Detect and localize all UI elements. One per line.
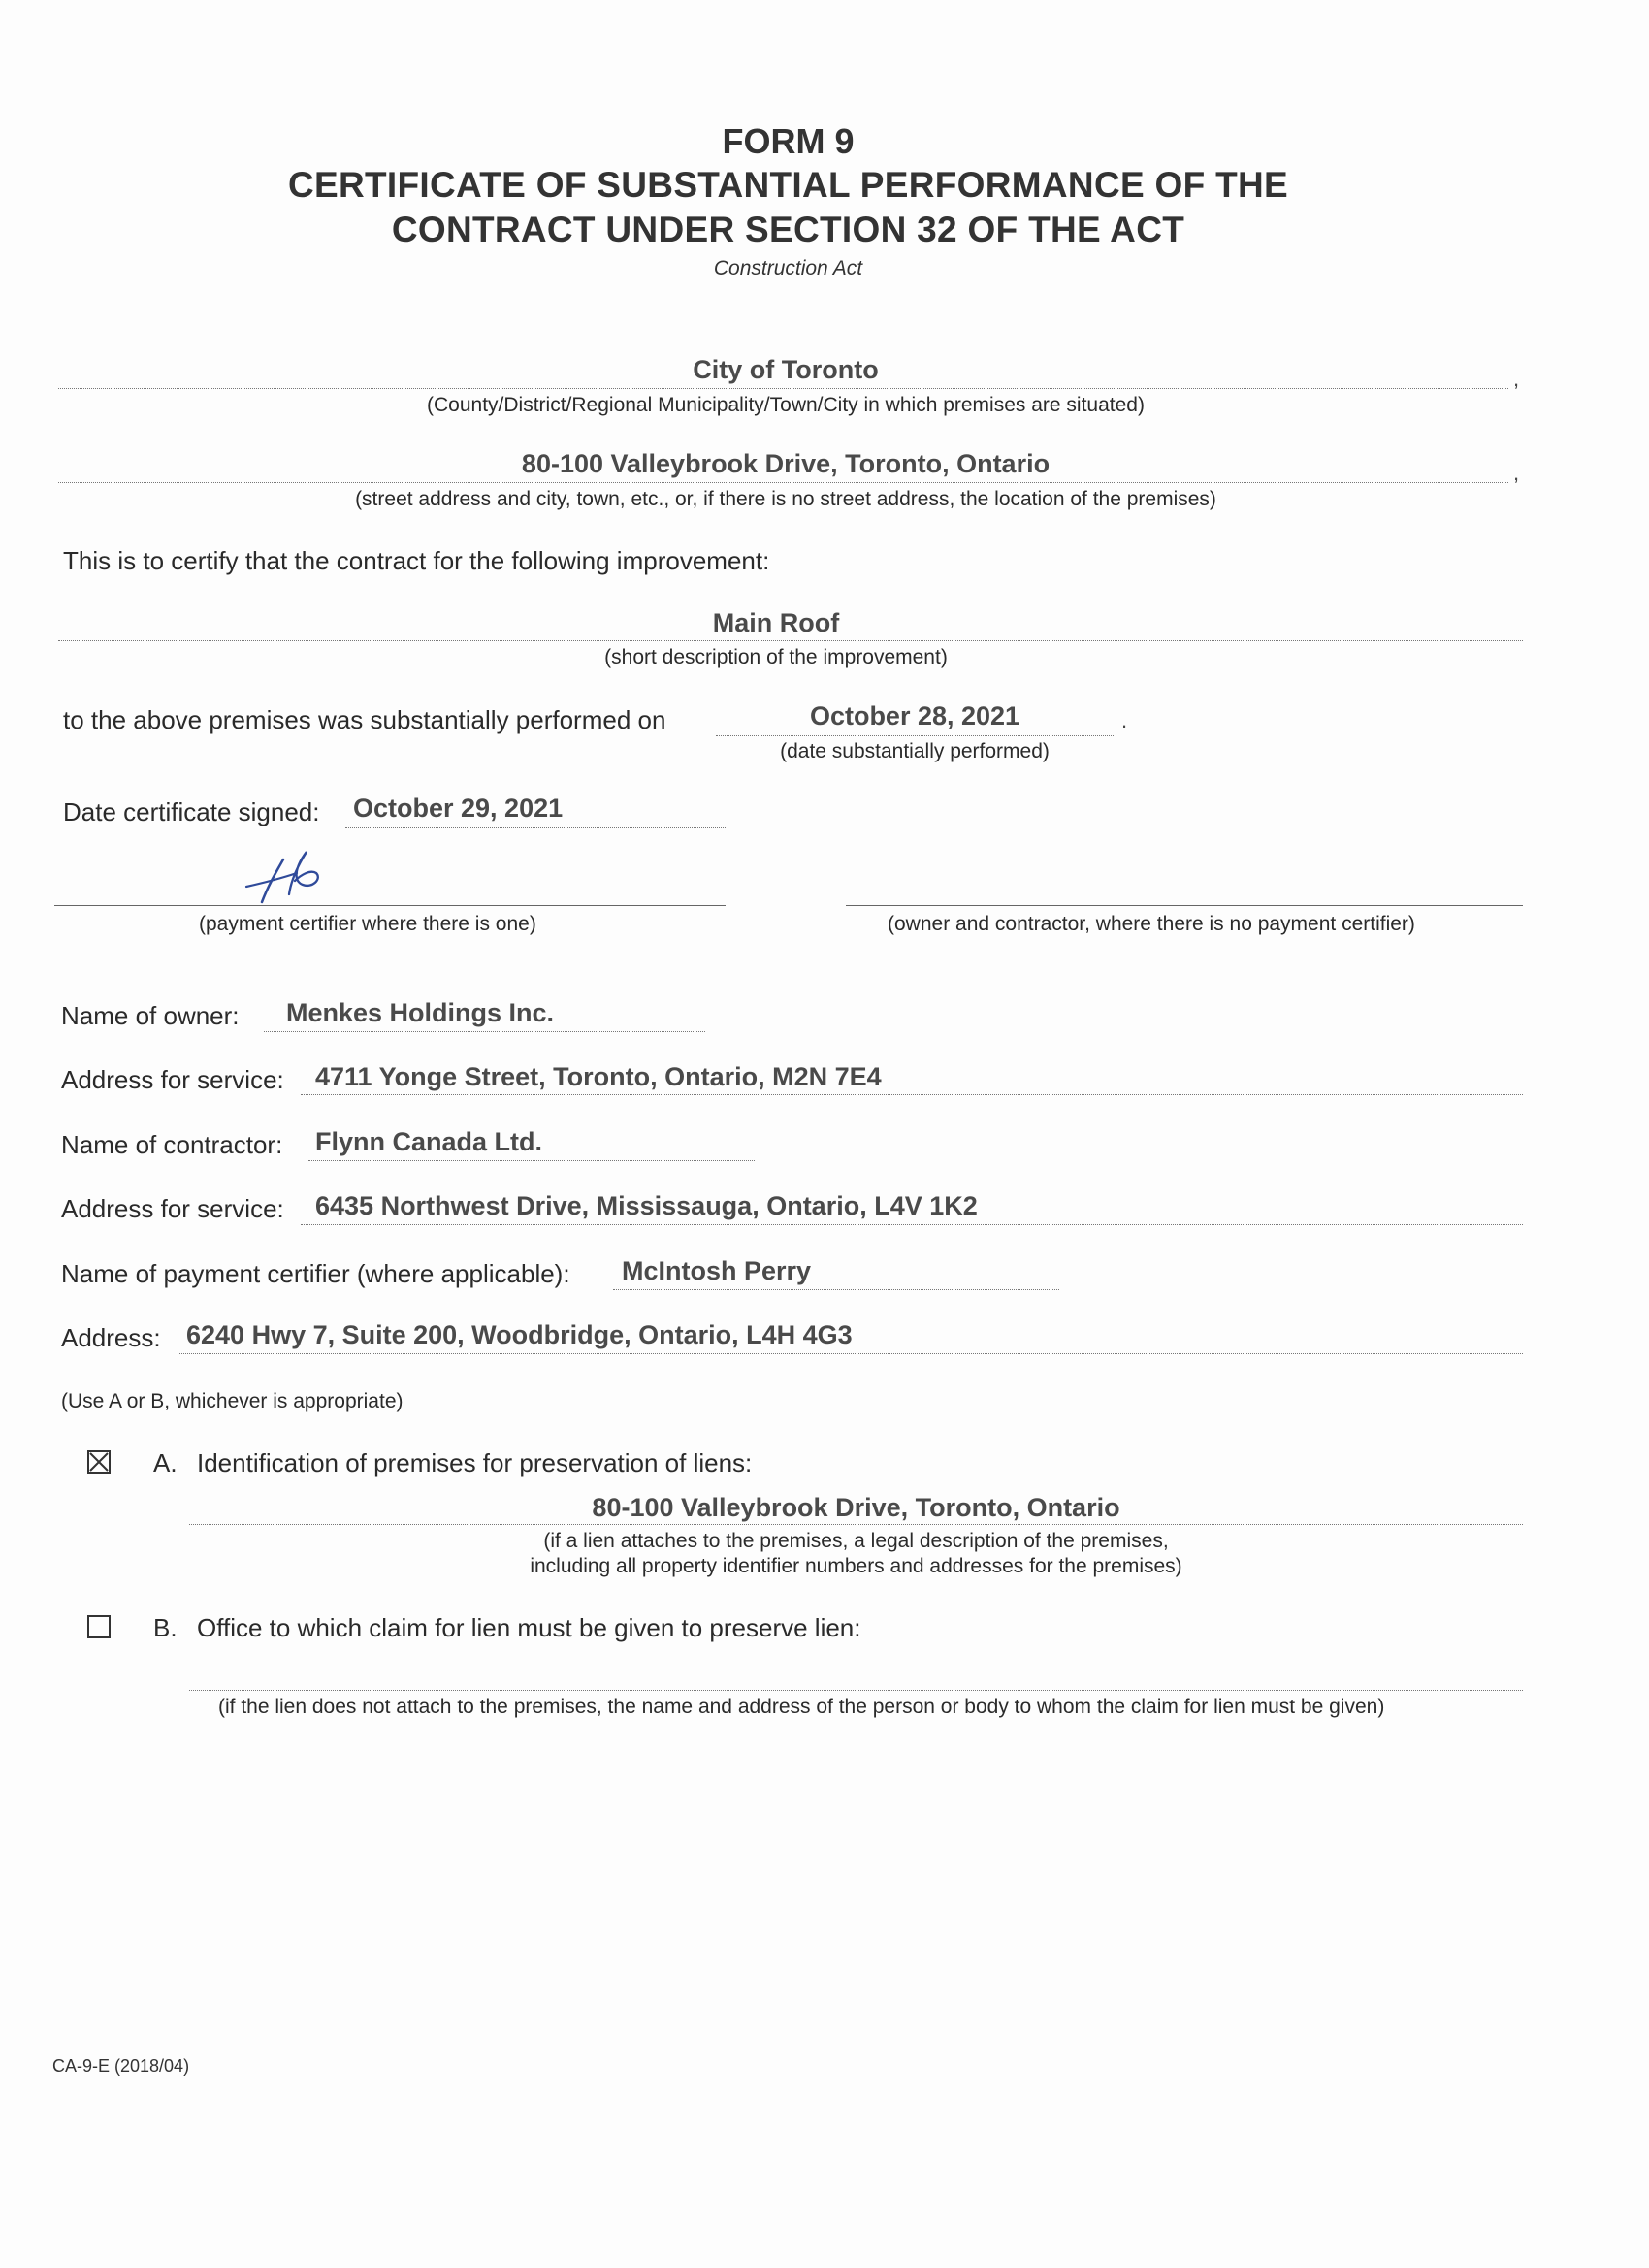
performed-period: . [1121, 708, 1128, 732]
certifier-name-value: McIntosh Perry [622, 1256, 812, 1285]
owner-name-label: Name of owner: [61, 1001, 240, 1030]
certify-text: This is to certify that the contract for the following improvement: [63, 546, 770, 575]
premises-value: 80-100 Valleybrook Drive, Toronto, Ontario [521, 449, 1051, 478]
option-a-label: Identification of premises for preservation of liens: [197, 1448, 753, 1477]
performed-date-caption: (date substantially performed) [780, 740, 1050, 762]
act-name: Construction Act [713, 257, 863, 279]
option-b-checkbox[interactable] [87, 1615, 111, 1638]
form-code: CA-9-E (2018/04) [52, 2057, 190, 2076]
contractor-address-line [301, 1224, 1523, 1225]
municipality-line [58, 388, 1508, 389]
municipality-caption: (County/District/Regional Municipality/Town/City in which premises are situated) [427, 394, 1145, 416]
checkbox-x-icon [89, 1452, 109, 1472]
payment-certifier-signature-line [54, 905, 726, 906]
form-title-line1: CERTIFICATE OF SUBSTANTIAL PERFORMANCE OF THE [288, 165, 1288, 205]
option-a-letter: A. [153, 1448, 178, 1477]
owner-contractor-caption: (owner and contractor, where there is no payment certifier) [888, 913, 1415, 935]
signature-mark [233, 844, 340, 912]
owner-address-value: 4711 Yonge Street, Toronto, Ontario, M2N 7E4 [315, 1062, 882, 1091]
contractor-address-label: Address for service: [61, 1194, 284, 1223]
option-a-checkbox[interactable] [87, 1450, 111, 1474]
form-number: FORM 9 [722, 121, 855, 161]
signed-label: Date certificate signed: [63, 797, 320, 826]
contractor-address-value: 6435 Northwest Drive, Mississauga, Ontario, L4V 1K2 [315, 1191, 978, 1220]
owner-address-label: Address for service: [61, 1065, 284, 1094]
option-b-letter: B. [153, 1613, 178, 1642]
owner-address-line [301, 1094, 1523, 1095]
performed-label: to the above premises was substantially performed on [63, 705, 666, 734]
owner-name-value: Menkes Holdings Inc. [286, 998, 555, 1027]
improvement-line [58, 640, 1523, 641]
option-a-caption-line2: including all property identifier numbers and addresses for the premises) [530, 1555, 1182, 1577]
improvement-caption: (short description of the improvement) [604, 646, 948, 668]
certifier-address-label: Address: [61, 1323, 161, 1352]
premises-comma: , [1513, 461, 1520, 485]
certifier-name-label: Name of payment certifier (where applicable): [61, 1259, 570, 1288]
premises-line [58, 482, 1508, 483]
certifier-name-line [613, 1289, 1059, 1290]
option-a-caption-line1: (if a lien attaches to the premises, a legal description of the premises, [543, 1530, 1169, 1552]
contractor-name-value: Flynn Canada Ltd. [315, 1127, 543, 1156]
contractor-name-label: Name of contractor: [61, 1130, 283, 1159]
option-a-premises-value: 80-100 Valleybrook Drive, Toronto, Ontario [592, 1493, 1120, 1522]
certifier-address-value: 6240 Hwy 7, Suite 200, Woodbridge, Ontario, L4H 4G3 [186, 1320, 853, 1349]
option-b-label: Office to which claim for lien must be given to preserve lien: [197, 1613, 861, 1642]
form-title-line2: CONTRACT UNDER SECTION 32 OF THE ACT [391, 210, 1185, 249]
municipality-value: City of Toronto [693, 355, 879, 384]
performed-date-value: October 28, 2021 [809, 701, 1020, 730]
owner-contractor-signature-line [846, 905, 1523, 906]
improvement-value: Main Roof [712, 608, 840, 637]
option-b-caption: (if the lien does not attach to the premises, the name and address of the person or body to whom the claim for lien must be given) [218, 1696, 1385, 1718]
option-b-office-line[interactable] [189, 1690, 1523, 1691]
option-a-premises-line [189, 1524, 1523, 1525]
premises-caption: (street address and city, town, etc., or, if there is no street address, the location of the premises) [355, 488, 1216, 510]
signed-date-value: October 29, 2021 [353, 794, 564, 823]
use-a-or-b-note: (Use A or B, whichever is appropriate) [61, 1390, 404, 1412]
performed-date-line [716, 735, 1114, 736]
payment-certifier-caption: (payment certifier where there is one) [199, 913, 536, 935]
municipality-comma: , [1513, 367, 1520, 391]
certifier-address-line [178, 1353, 1523, 1354]
contractor-name-line [308, 1160, 755, 1161]
owner-name-line [264, 1031, 705, 1032]
signed-date-line [345, 827, 726, 828]
